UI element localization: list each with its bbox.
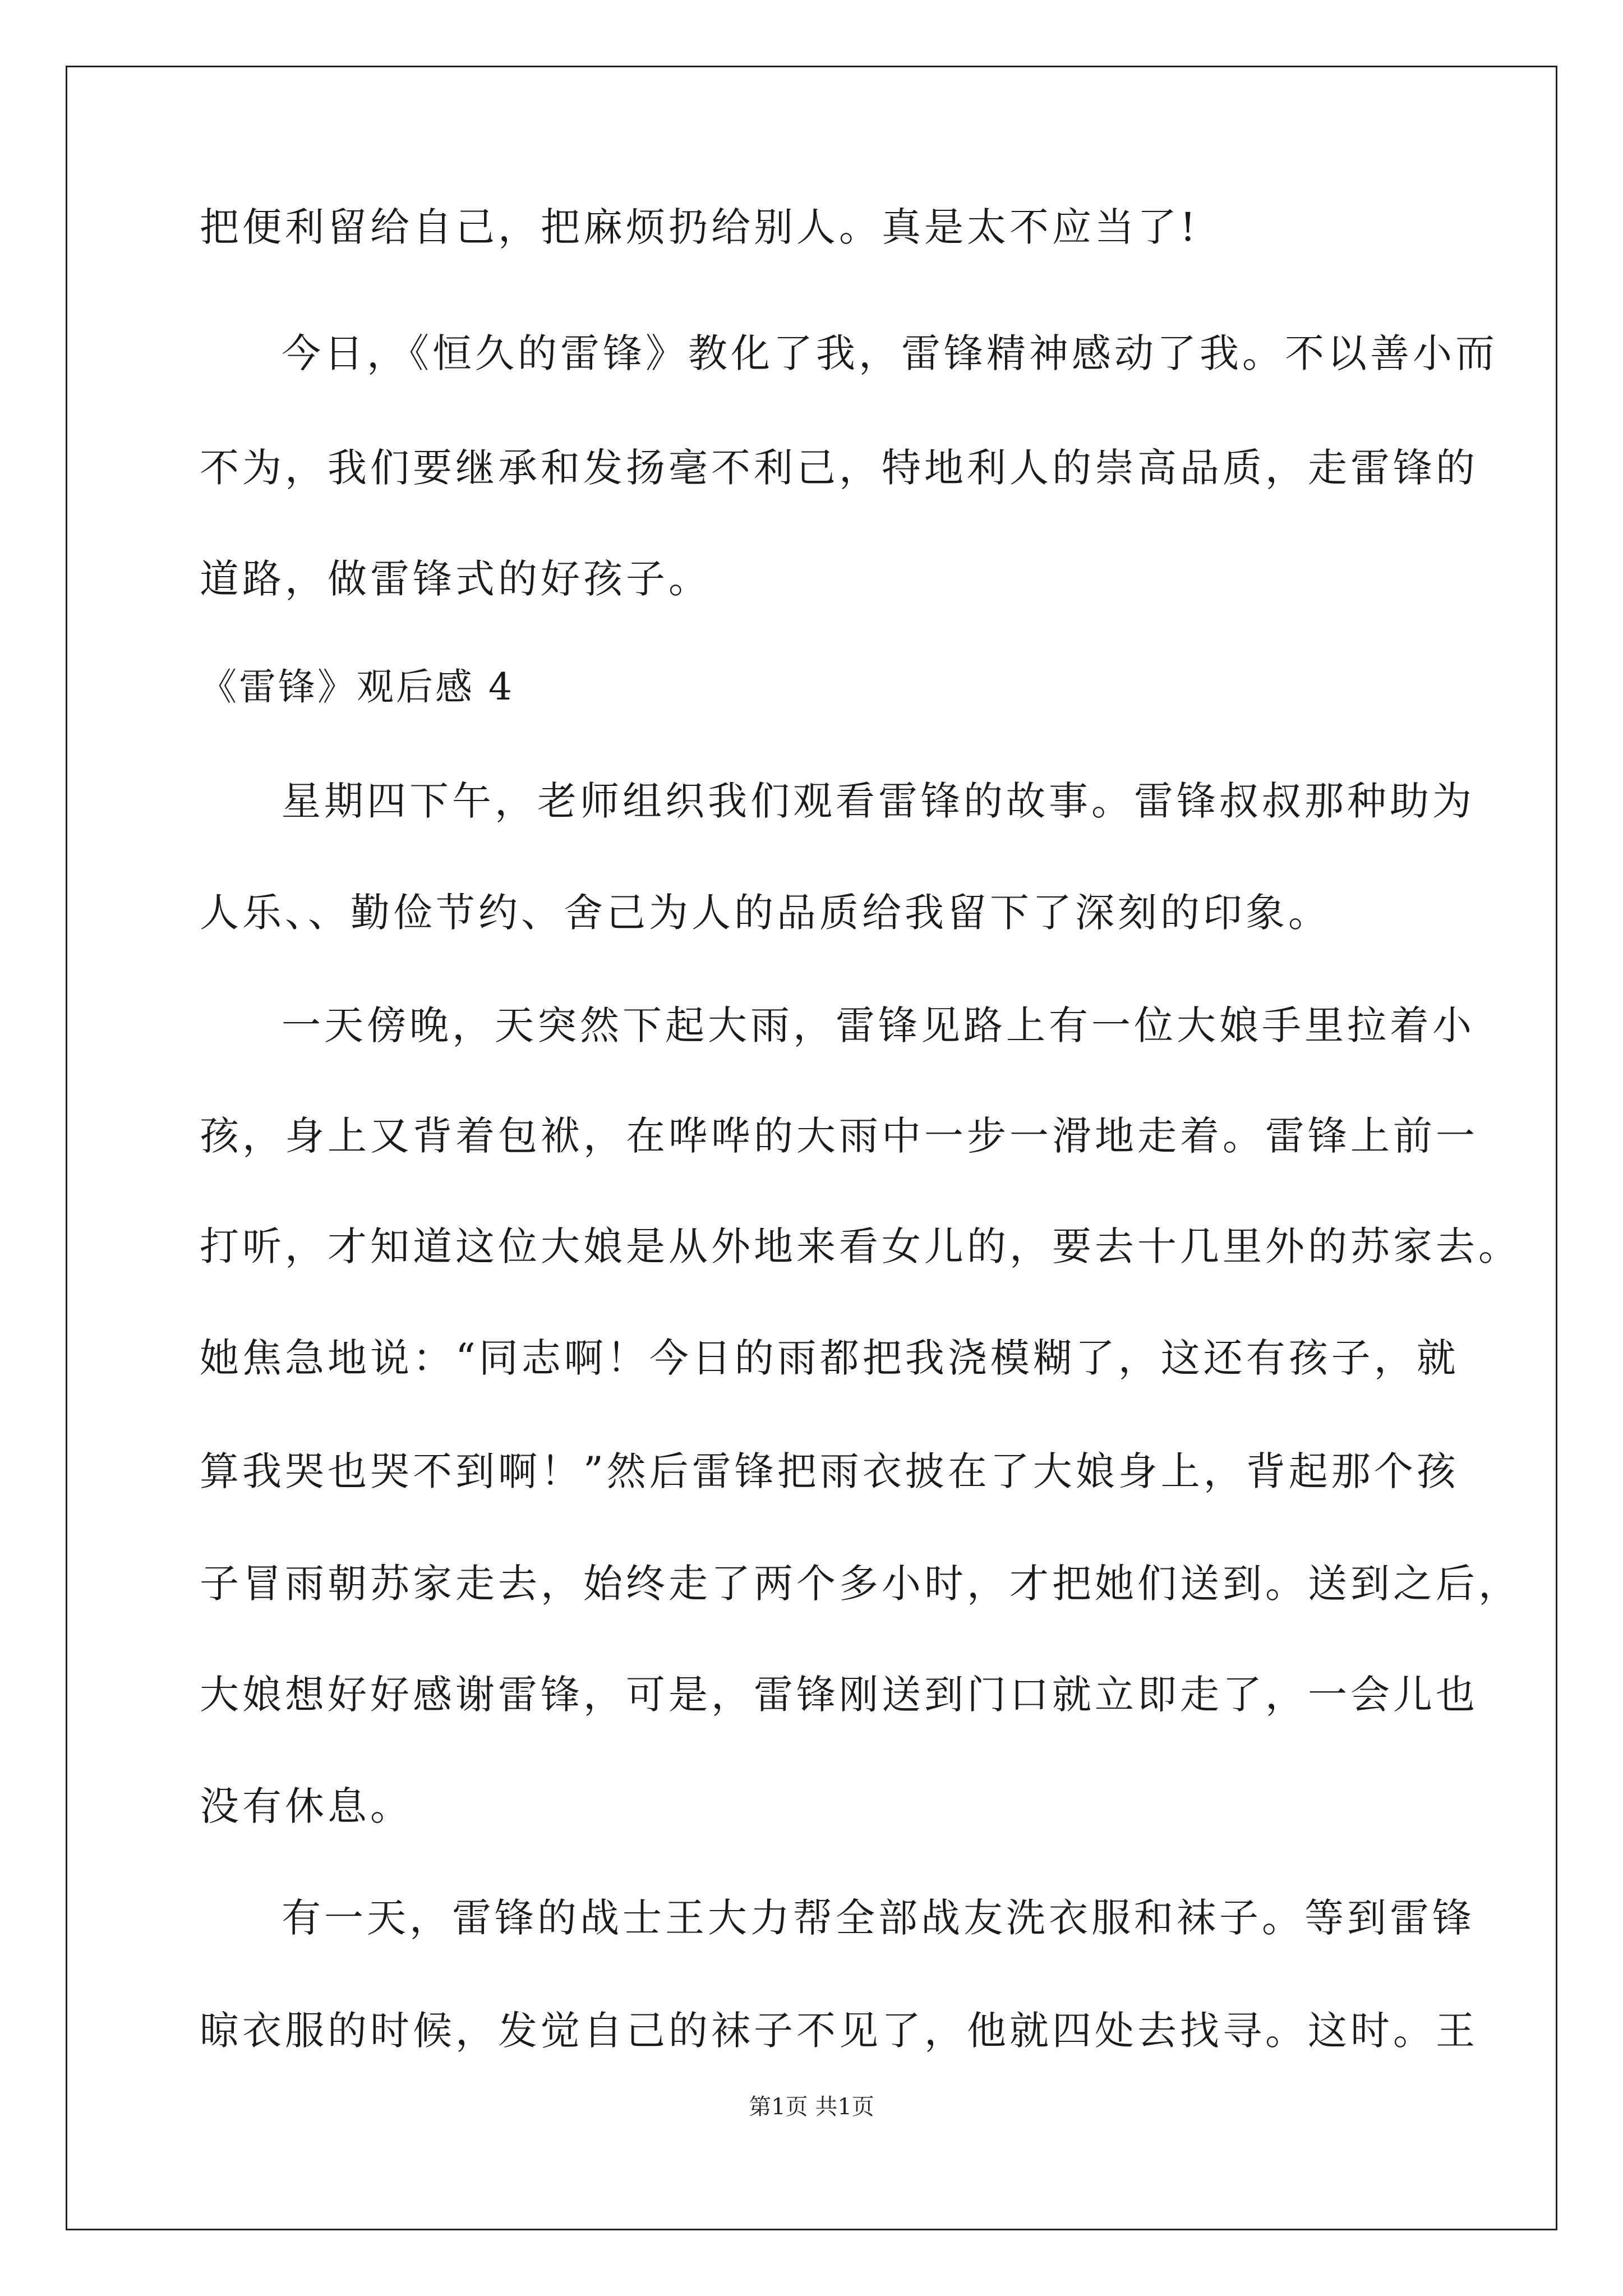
paragraph-first-line: 今日，《恒久的雷锋》教化了我，雷锋精神感动了我。不以善小而 bbox=[282, 330, 1498, 376]
text-line: 人乐、、勤俭节约、舍己为人的品质给我留下了深刻的印象。 bbox=[200, 890, 1331, 936]
text-line: 晾衣服的时候，发觉自己的袜子不见了，他就四处去找寻。这时。王 bbox=[200, 2008, 1478, 2054]
text-line: 孩，身上又背着包袱，在哗哗的大雨中一步一滑地走着。雷锋上前一 bbox=[200, 1113, 1478, 1159]
paragraph-first-line: 有一天，雷锋的战士王大力帮全部战友洗衣服和袜子。等到雷锋 bbox=[282, 1895, 1475, 1941]
paragraph-first-line: 一天傍晚，天突然下起大雨，雷锋见路上有一位大娘手里拉着小 bbox=[282, 1002, 1475, 1048]
section-heading: 《雷锋》观后感 4 bbox=[200, 665, 514, 708]
text-line: 道路，做雷锋式的好孩子。 bbox=[200, 556, 711, 602]
text-line: 大娘想好好感谢雷锋，可是，雷锋刚送到门口就立即走了，一会儿也 bbox=[200, 1672, 1478, 1718]
text-line: 没有休息。 bbox=[200, 1783, 413, 1829]
text-line: 她焦急地说：“同志啊！今日的雨都把我浇模糊了，这还有孩子，就 bbox=[200, 1335, 1459, 1381]
text-line: 打听，才知道这位大娘是从外地来看女儿的，要去十几里外的苏家去。 bbox=[200, 1223, 1521, 1269]
text-line: 算我哭也哭不到啊！”然后雷锋把雨衣披在了大娘身上，背起那个孩 bbox=[200, 1448, 1459, 1494]
text-line: 不为，我们要继承和发扬毫不利己，特地利人的崇高品质，走雷锋的 bbox=[200, 445, 1478, 491]
text-line: 子冒雨朝苏家走去，始终走了两个多小时，才把她们送到。送到之后， bbox=[200, 1561, 1521, 1607]
page-number-footer: 第1页 共1页 bbox=[749, 2094, 874, 2120]
paragraph-first-line: 星期四下午，老师组织我们观看雷锋的故事。雷锋叔叔那种助为 bbox=[282, 778, 1475, 824]
text-line: 把便利留给自己，把麻烦扔给别人。真是太不应当了! bbox=[200, 204, 1200, 250]
